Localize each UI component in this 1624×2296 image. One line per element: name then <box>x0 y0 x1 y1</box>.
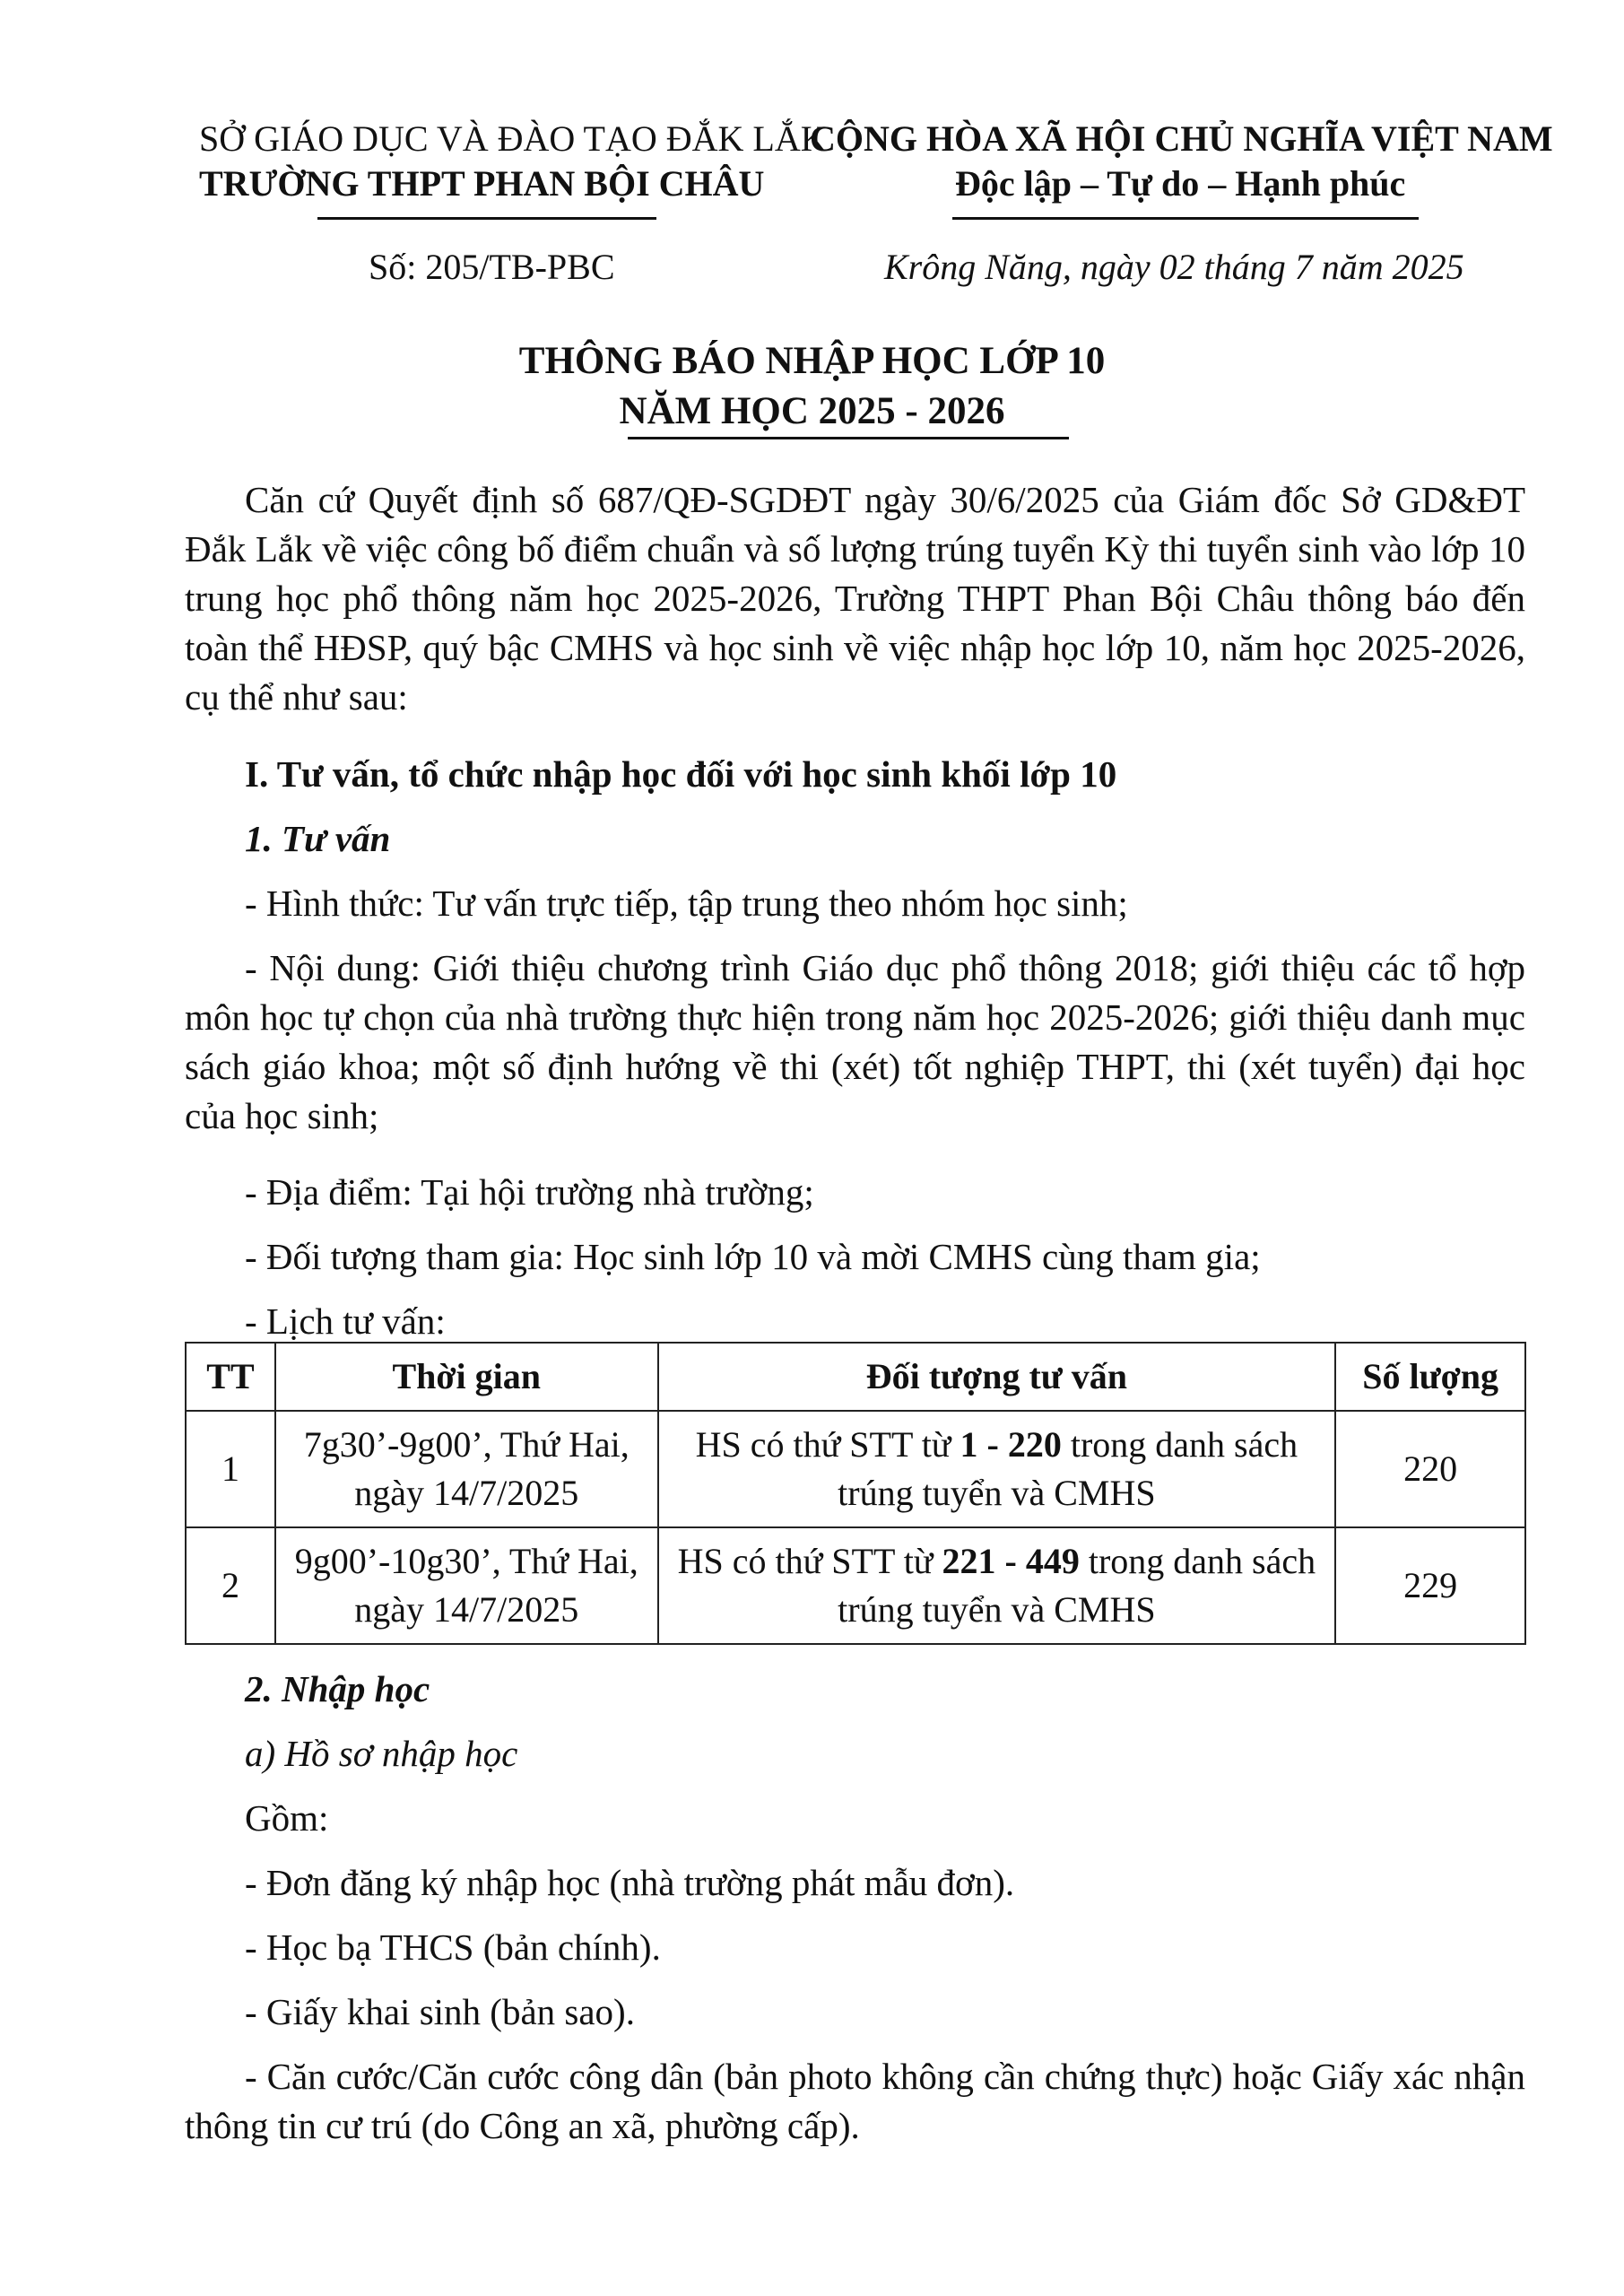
col-header-count: Số lượng <box>1335 1343 1525 1411</box>
cell-count: 229 <box>1335 1527 1525 1644</box>
document-item: - Giấy khai sinh (bản sao). <box>245 1991 635 2032</box>
section-1-heading: I. Tư vấn, tổ chức nhập học đối với học sinh khối lớp 10 <box>245 753 1117 795</box>
school-name: TRƯỜNG THPT PHAN BỘI CHÂU <box>199 163 765 204</box>
cell-target-pre: HS có thứ STT từ <box>695 1424 960 1465</box>
cell-tt: 2 <box>186 1527 275 1644</box>
cell-target-post: trong danh sách trúng tuyển và CMHS <box>838 1541 1316 1630</box>
place-and-date: Krông Năng, ngày 02 tháng 7 năm 2025 <box>884 247 1464 287</box>
intro-paragraph: Căn cứ Quyết định số 687/QĐ-SGDĐT ngày 30/6/2025 của Giám đốc Sở GD&ĐT Đắk Lắk về việc công bố điểm chuẩn và số lượng trúng tuyển Kỳ thi tuyển sinh vào lớp 10 trung học phổ thông năm học 2025-2026, Trường THPT Phan Bội Châu thông báo đến toàn thể HĐSP, quý bậc CMHS và học sinh về việc nhập học lớp 10, năm học 2025-2026, cụ thể như sau: <box>185 479 1525 718</box>
national-motto-underline <box>952 217 1419 220</box>
cell-count: 220 <box>1335 1411 1525 1527</box>
col-header-target: Đối tượng tư vấn <box>658 1343 1336 1411</box>
consult-participants-item: - Đối tượng tham gia: Học sinh lớp 10 và mời CMHS cùng tham gia; <box>245 1236 1261 1277</box>
document-item: - Học bạ THCS (bản chính). <box>245 1926 661 1968</box>
documents-intro: Gồm: <box>245 1797 329 1839</box>
col-header-tt: TT <box>186 1343 275 1411</box>
col-header-time: Thời gian <box>275 1343 658 1411</box>
cell-target <box>658 1527 1336 1644</box>
table-row <box>186 1411 1525 1527</box>
consult-schedule-label: - Lịch tư vấn: <box>245 1300 446 1342</box>
national-title: CỘNG HÒA XÃ HỘI CHỦ NGHĨA VIỆT NAM <box>810 118 1553 159</box>
cell-target-pre: HS có thứ STT từ <box>677 1541 942 1581</box>
table-row <box>186 1527 1525 1644</box>
cell-tt: 1 <box>186 1411 275 1527</box>
school-year-title: NĂM HỌC 2025 - 2026 <box>619 390 1005 432</box>
subsection-enrollment-documents: a) Hồ sơ nhập học <box>245 1733 518 1774</box>
consult-location-item: - Địa điểm: Tại hội trường nhà trường; <box>245 1171 814 1213</box>
cell-target-range: 221 - 449 <box>942 1541 1080 1581</box>
title-underline <box>628 437 1069 439</box>
cell-target-range: 1 - 220 <box>960 1424 1062 1465</box>
cell-time: 7g30’-9g00’, Thứ Hai, ngày 14/7/2025 <box>275 1411 658 1527</box>
agency-name: SỞ GIÁO DỤC VÀ ĐÀO TẠO ĐẮK LẮK <box>199 118 827 159</box>
document-item: - Căn cước/Căn cước công dân (bản photo không cần chứng thực) hoặc Giấy xác nhận thông tin cư trú (do Công an xã, phường cấp). <box>185 2056 1525 2146</box>
consult-schedule-table <box>185 1342 1526 1645</box>
subsection-enrollment: 2. Nhập học <box>245 1668 430 1709</box>
consult-content-item: - Nội dung: Giới thiệu chương trình Giáo dục phổ thông 2018; giới thiệu các tổ hợp môn học tự chọn của nhà trường thực hiện trong năm học 2025-2026; giới thiệu danh mục sách giáo khoa; một số định hướng về thi (xét) tốt nghiệp THPT, thi (xét tuyển) đại học của học sinh; <box>185 947 1525 1136</box>
subsection-consulting: 1. Tư vấn <box>245 818 391 859</box>
document-number: Số: 205/TB-PBC <box>369 247 615 287</box>
document-title: THÔNG BÁO NHẬP HỌC LỚP 10 <box>518 340 1106 382</box>
cell-time: 9g00’-10g30’, Thứ Hai, ngày 14/7/2025 <box>275 1527 658 1644</box>
document-item: - Đơn đăng ký nhập học (nhà trường phát mẫu đơn). <box>245 1862 1015 1903</box>
school-name-underline <box>317 217 656 220</box>
table-header-row <box>186 1343 1525 1411</box>
national-motto: Độc lập – Tự do – Hạnh phúc <box>955 163 1406 204</box>
consult-form-item: - Hình thức: Tư vấn trực tiếp, tập trung theo nhóm học sinh; <box>245 883 1128 924</box>
cell-target-post: trong danh sách trúng tuyển và CMHS <box>838 1424 1298 1513</box>
cell-target <box>658 1411 1336 1527</box>
